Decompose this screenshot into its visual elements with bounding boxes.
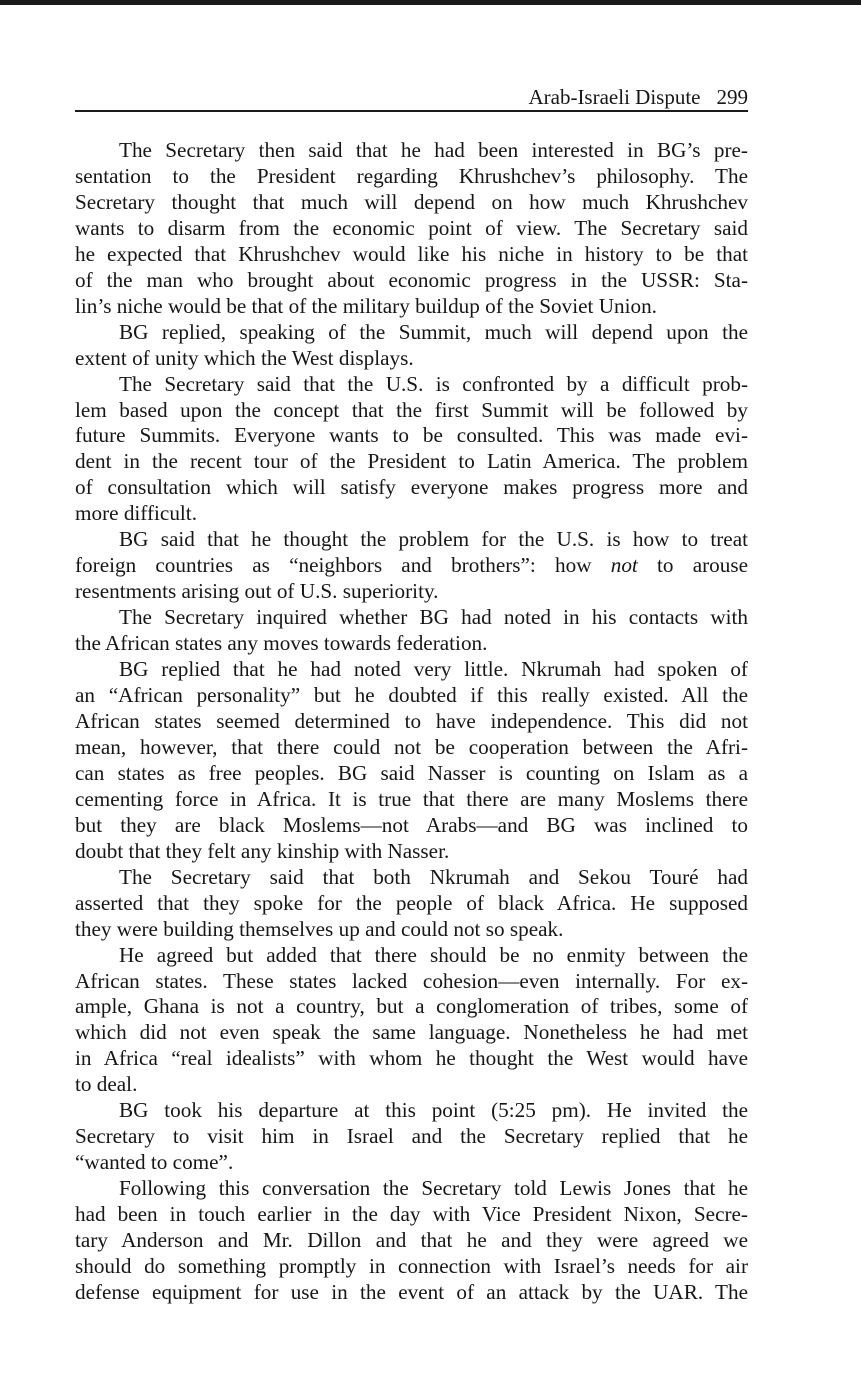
text-line: lin’s niche would be that of the military buildup of the Soviet Union. <box>75 293 657 318</box>
text-line: BG took his departure at this point (5:25 pm). He invited the <box>119 1098 748 1123</box>
text-line: The Secretary said that both Nkrumah and Sekou Touré had <box>119 864 748 889</box>
text-line: they were building themselves up and could not so speak. <box>75 916 564 941</box>
paragraph <box>75 657 748 865</box>
text-line: sentation to the President regarding Khrushchev’s philosophy. The <box>75 163 748 188</box>
text-line: foreign countries as “neighbors and brothers”: how not to arouse <box>75 553 748 578</box>
text-line: The Secretary said that the U.S. is confronted by a difficult prob- <box>119 371 748 396</box>
text-line: which did not even speak the same language. Nonetheless he had met <box>75 1020 748 1045</box>
paragraph <box>75 1176 748 1306</box>
text-line: Secretary thought that much will depend on how much Khrushchev <box>75 189 748 214</box>
text-line: African states seemed determined to have independence. This did not <box>75 708 748 733</box>
text-line: can states as free peoples. BG said Nasser is counting on Islam as a <box>75 760 748 785</box>
text-line: should do something promptly in connection with Israel’s needs for air <box>75 1253 748 1278</box>
text-line: wants to disarm from the economic point of view. The Secretary said <box>75 215 748 240</box>
running-header <box>75 82 748 112</box>
text-line: The Secretary then said that he had been interested in BG’s pre- <box>119 138 748 162</box>
text-line: African states. These states lacked cohesion—even internally. For ex- <box>75 968 748 993</box>
text-line: “wanted to come”. <box>75 1150 234 1175</box>
paragraph <box>75 1098 748 1176</box>
text-line: to deal. <box>75 1072 138 1097</box>
text-line: of consultation which will satisfy everyone makes progress more and <box>75 475 748 500</box>
text-line: He agreed but added that there should be no enmity between the <box>119 942 748 967</box>
text-line: ample, Ghana is not a country, but a conglomeration of tribes, some of <box>75 994 748 1019</box>
running-title: Arab-Israeli Dispute <box>528 85 701 109</box>
text-line: an “African personality” but he doubted if this really existed. All the <box>75 683 748 708</box>
text-line: lem based upon the concept that the first Summit will be followed by <box>75 397 748 422</box>
text-line: defense equipment for use in the event of an attack by the UAR. The <box>75 1279 748 1304</box>
paragraph <box>75 605 748 657</box>
body-text <box>75 138 748 1306</box>
text-line: tary Anderson and Mr. Dillon and that he and they were agreed we <box>75 1228 748 1253</box>
text-line: asserted that they spoke for the people of black Africa. He supposed <box>75 890 748 915</box>
text-line: more difficult. <box>75 501 197 526</box>
text-line: The Secretary inquired whether BG had noted in his contacts with <box>119 605 748 630</box>
text-line: BG said that he thought the problem for the U.S. is how to treat <box>119 527 748 552</box>
paragraph <box>75 943 748 1099</box>
paragraph <box>75 865 748 943</box>
page-number: 299 <box>716 85 748 109</box>
text-line: cementing force in Africa. It is true that there are many Moslems there <box>75 786 748 811</box>
paragraph <box>75 138 748 320</box>
text-line: had been in touch earlier in the day with Vice President Nixon, Secre- <box>75 1202 748 1227</box>
text-line: doubt that they felt any kinship with Nasser. <box>75 838 450 863</box>
scan-top-edge <box>0 0 861 5</box>
header-text <box>528 85 748 109</box>
text-line: the African states any moves towards federation. <box>75 631 488 656</box>
paragraph <box>75 527 748 605</box>
text-line: resentments arising out of U.S. superiority. <box>75 579 439 604</box>
text-line: Secretary to visit him in Israel and the Secretary replied that he <box>75 1124 748 1149</box>
text-line: future Summits. Everyone wants to be consulted. This was made evi- <box>75 423 748 448</box>
text-line: but they are black Moslems—not Arabs—and BG was inclined to <box>75 812 748 837</box>
text-line: Following this conversation the Secretary told Lewis Jones that he <box>119 1176 748 1201</box>
text-line: he expected that Khrushchev would like his niche in history to be that <box>75 241 748 266</box>
text-line: dent in the recent tour of the President to Latin America. The problem <box>75 449 748 474</box>
paragraph <box>75 372 748 528</box>
text-line: of the man who brought about economic progress in the USSR: Sta- <box>75 267 748 292</box>
text-line: BG replied that he had noted very little. Nkrumah had spoken of <box>119 657 748 682</box>
text-line: BG replied, speaking of the Summit, much will depend upon the <box>119 319 748 344</box>
paragraph <box>75 320 748 372</box>
text-line: mean, however, that there could not be cooperation between the Afri- <box>75 734 748 759</box>
text-line: in Africa “real idealists” with whom he thought the West would have <box>75 1046 748 1071</box>
text-line: extent of unity which the West displays. <box>75 345 414 370</box>
